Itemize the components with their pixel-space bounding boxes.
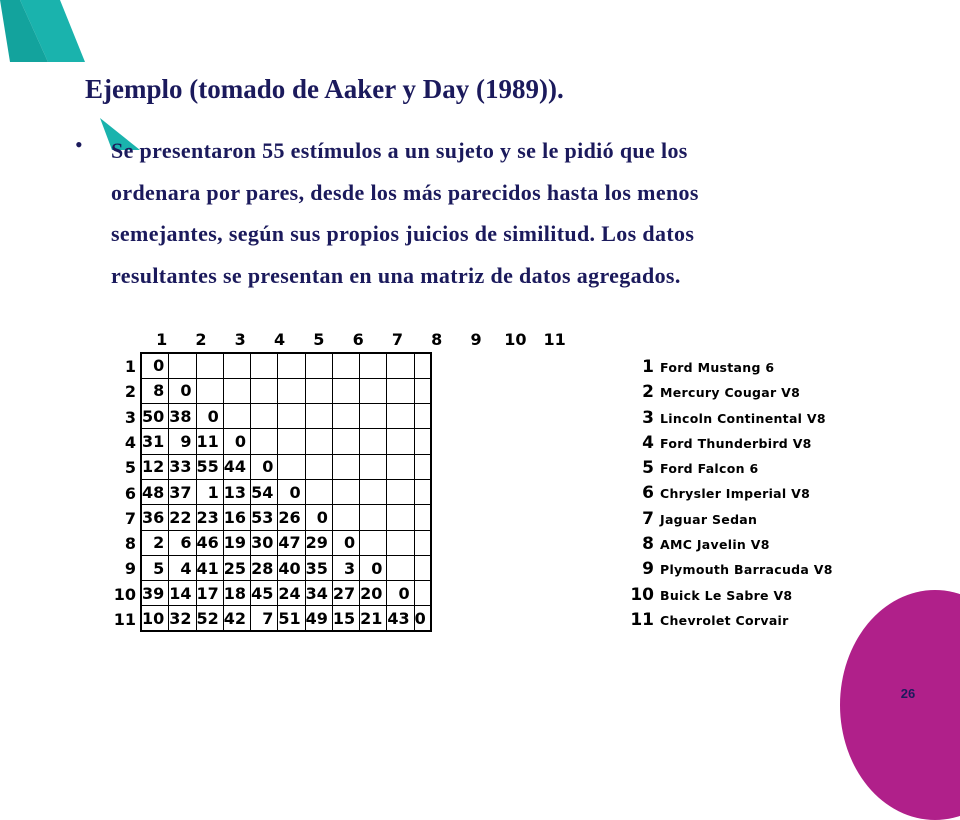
legend-label: AMC Javelin V8 — [660, 537, 770, 553]
matrix-row-header: 7 — [124, 508, 136, 528]
matrix-cell: 16 — [223, 505, 250, 530]
legend-number: 8 — [642, 534, 654, 555]
matrix-column-headers — [140, 330, 574, 352]
matrix-cell: 29 — [305, 530, 332, 555]
matrix-cell: 53 — [251, 505, 278, 530]
matrix-cell: 48 — [141, 479, 169, 504]
legend-item — [628, 456, 858, 481]
matrix-cell: 13 — [223, 479, 250, 504]
matrix-cell: 0 — [305, 505, 332, 530]
matrix-column-header: 4 — [273, 330, 286, 349]
legend-label: Lincoln Continental V8 — [660, 410, 826, 426]
matrix-cell: 20 — [360, 581, 387, 606]
matrix-cell: 0 — [251, 454, 278, 479]
matrix-cell: 26 — [278, 505, 305, 530]
matrix-cell: 51 — [278, 606, 305, 631]
matrix-cell: 0 — [141, 353, 169, 378]
legend-item — [628, 481, 858, 506]
matrix-cell — [251, 378, 278, 403]
legend-item — [628, 583, 858, 608]
matrix-cell — [387, 429, 414, 454]
matrix-row-header: 8 — [124, 534, 136, 554]
matrix-cell — [387, 454, 414, 479]
matrix-row-header: 11 — [113, 610, 136, 629]
matrix-row — [141, 404, 431, 429]
matrix-cell — [278, 404, 305, 429]
matrix-cell: 36 — [141, 505, 169, 530]
matrix-cell — [414, 479, 431, 504]
matrix-cell: 44 — [223, 454, 250, 479]
legend-number: 3 — [642, 407, 654, 428]
matrix-row — [141, 353, 431, 378]
matrix-cell: 37 — [169, 479, 196, 504]
legend-label: Ford Mustang 6 — [660, 360, 775, 375]
legend-item — [628, 406, 858, 431]
matrix-row-header: 6 — [124, 483, 136, 503]
matrix-cell — [305, 479, 332, 504]
matrix-cell: 0 — [223, 429, 250, 454]
matrix-column-header: 8 — [431, 330, 443, 349]
matrix-cell — [305, 404, 332, 429]
matrix-cell — [360, 530, 387, 555]
legend-number: 9 — [642, 559, 654, 580]
legend-number: 2 — [642, 382, 654, 403]
legend-label: Jaguar Sedan — [660, 511, 758, 527]
matrix-cell — [360, 479, 387, 504]
matrix-cell: 39 — [141, 581, 169, 606]
matrix-cell: 40 — [278, 555, 305, 580]
matrix-cell — [223, 353, 250, 378]
matrix-cell — [305, 353, 332, 378]
legend-label: Plymouth Barracuda V8 — [660, 562, 833, 578]
matrix-row — [141, 505, 431, 530]
matrix-cell: 47 — [278, 530, 305, 555]
matrix-cell — [387, 479, 414, 504]
matrix-cell — [387, 404, 414, 429]
matrix-column-header: 7 — [391, 330, 404, 349]
matrix-cell: 23 — [196, 505, 223, 530]
matrix-cell — [414, 581, 431, 606]
matrix-cell: 28 — [251, 555, 278, 580]
matrix-column-header: 1 — [156, 330, 168, 349]
matrix-row — [141, 581, 431, 606]
matrix-column-header: 10 — [504, 330, 527, 349]
matrix-cell: 43 — [387, 606, 414, 631]
matrix-cell — [332, 454, 359, 479]
page-number: 26 — [900, 686, 916, 701]
matrix-cell — [387, 555, 414, 580]
matrix-cell: 0 — [387, 581, 414, 606]
matrix-cell: 31 — [141, 429, 169, 454]
car-legend — [628, 355, 858, 633]
matrix-column-header: 5 — [313, 330, 325, 349]
matrix-column-header: 11 — [543, 330, 566, 349]
matrix-cell: 55 — [196, 454, 223, 479]
matrix-cell: 4 — [169, 555, 196, 580]
legend-item — [628, 355, 858, 380]
matrix-cell — [387, 505, 414, 530]
matrix-cell: 15 — [332, 606, 359, 631]
matrix-cell: 42 — [223, 606, 250, 631]
matrix-cell — [251, 404, 278, 429]
matrix-cell: 0 — [414, 606, 431, 631]
legend-item — [628, 431, 858, 456]
bullet-icon: • — [75, 132, 83, 157]
matrix-cell — [223, 378, 250, 403]
legend-number: 4 — [642, 432, 654, 453]
matrix-column-header: 9 — [470, 330, 482, 349]
matrix-cell — [332, 353, 359, 378]
legend-number: 6 — [642, 483, 654, 504]
matrix-cell: 1 — [196, 479, 223, 504]
matrix-cell: 45 — [251, 581, 278, 606]
matrix-cell: 22 — [169, 505, 196, 530]
matrix-cell — [360, 429, 387, 454]
matrix-cell: 41 — [196, 555, 223, 580]
matrix-cell: 35 — [305, 555, 332, 580]
matrix-cell — [332, 429, 359, 454]
bullet-text: Se presentaron 55 estímulos a un sujeto y se le pidió que los ordenara por pares, desde los más parecidos hasta los menos semejantes, según sus propios juicios de similitud. Los datos resultantes se presentan en una matriz de datos agregados. — [111, 138, 699, 288]
matrix-column-header: 3 — [234, 330, 246, 349]
matrix-column-header: 6 — [352, 330, 364, 349]
matrix-cell — [332, 505, 359, 530]
matrix-row-header: 9 — [124, 559, 136, 579]
matrix-cell — [360, 505, 387, 530]
legend-item — [628, 532, 858, 557]
matrix-cell — [332, 404, 359, 429]
matrix-cell — [414, 530, 431, 555]
matrix-cell — [196, 378, 223, 403]
matrix-cell: 21 — [360, 606, 387, 631]
matrix-cell: 0 — [196, 404, 223, 429]
matrix-cell — [387, 378, 414, 403]
matrix-cell: 12 — [141, 454, 169, 479]
matrix-row — [141, 606, 431, 631]
matrix-cell — [360, 454, 387, 479]
matrix-cell — [414, 353, 431, 378]
legend-number: 5 — [642, 458, 654, 479]
matrix-row-header: 2 — [124, 382, 136, 402]
matrix-row-header: 5 — [124, 458, 136, 478]
matrix-cell — [251, 353, 278, 378]
matrix-cell — [169, 353, 196, 378]
matrix-cell: 14 — [169, 581, 196, 606]
matrix-cell: 34 — [305, 581, 332, 606]
matrix-cell — [305, 454, 332, 479]
matrix-cell — [305, 378, 332, 403]
matrix-cell: 54 — [251, 479, 278, 504]
matrix-cell: 32 — [169, 606, 196, 631]
legend-label: Mercury Cougar V8 — [660, 385, 801, 401]
matrix-cell: 0 — [169, 378, 196, 403]
matrix-cell — [278, 454, 305, 479]
matrix-row — [141, 530, 431, 555]
matrix-cell: 5 — [141, 555, 169, 580]
matrix-cell — [223, 404, 250, 429]
matrix-cell: 17 — [196, 581, 223, 606]
matrix-row — [141, 429, 431, 454]
legend-number: 1 — [642, 357, 654, 377]
matrix-cell — [196, 353, 223, 378]
matrix-cell — [360, 404, 387, 429]
matrix-cell: 8 — [141, 378, 169, 403]
matrix-cell: 9 — [169, 429, 196, 454]
matrix-cell: 24 — [278, 581, 305, 606]
matrix-cell — [414, 429, 431, 454]
matrix-cell: 46 — [196, 530, 223, 555]
matrix-cell: 0 — [278, 479, 305, 504]
legend-number: 11 — [630, 609, 654, 630]
matrix-column-header: 2 — [195, 330, 207, 349]
matrix-row — [141, 378, 431, 403]
matrix-cell — [278, 429, 305, 454]
slide-title: Ejemplo (tomado de Aaker y Day (1989)). — [85, 74, 564, 104]
legend-item — [628, 380, 858, 405]
matrix-cell: 52 — [196, 606, 223, 631]
matrix-cell: 3 — [332, 555, 359, 580]
matrix-cell: 6 — [169, 530, 196, 555]
matrix-row — [141, 454, 431, 479]
matrix-cell — [414, 555, 431, 580]
matrix-cell — [414, 378, 431, 403]
matrix-cell — [360, 353, 387, 378]
legend-item — [628, 608, 858, 633]
matrix-cell: 19 — [223, 530, 250, 555]
legend-label: Ford Thunderbird V8 — [660, 435, 812, 451]
matrix-cell — [305, 429, 332, 454]
matrix-row-header: 10 — [113, 584, 136, 604]
matrix-cell — [278, 378, 305, 403]
matrix-cell: 49 — [305, 606, 332, 631]
matrix-row-header: 3 — [124, 407, 136, 427]
legend-number: 10 — [630, 584, 654, 605]
matrix-cell — [332, 479, 359, 504]
matrix-cell: 50 — [141, 404, 169, 429]
matrix-grid — [140, 352, 432, 632]
matrix-cell: 10 — [141, 606, 169, 631]
matrix-cell: 2 — [141, 530, 169, 555]
legend-label: Chrysler Imperial V8 — [660, 486, 811, 502]
legend-item — [628, 507, 858, 532]
legend-item — [628, 557, 858, 582]
matrix-row — [141, 555, 431, 580]
matrix-cell: 38 — [169, 404, 196, 429]
matrix-cell: 18 — [223, 581, 250, 606]
matrix-cell — [332, 378, 359, 403]
matrix-cell: 33 — [169, 454, 196, 479]
matrix-cell — [387, 530, 414, 555]
matrix-cell: 25 — [223, 555, 250, 580]
matrix-cell: 11 — [196, 429, 223, 454]
matrix-cell — [387, 353, 414, 378]
legend-label: Ford Falcon 6 — [660, 461, 759, 477]
matrix-row-header: 4 — [124, 432, 136, 452]
matrix-cell: 0 — [332, 530, 359, 555]
matrix-cell — [414, 404, 431, 429]
matrix-row-header: 1 — [124, 357, 136, 376]
legend-number: 7 — [642, 508, 654, 529]
matrix-row — [141, 479, 431, 504]
matrix-cell — [414, 505, 431, 530]
matrix-cell: 0 — [360, 555, 387, 580]
magenta-circle-decoration — [840, 590, 960, 820]
matrix-cell — [278, 353, 305, 378]
legend-label: Buick Le Sabre V8 — [660, 587, 793, 603]
matrix-cell — [251, 429, 278, 454]
matrix-cell: 7 — [251, 606, 278, 631]
matrix-cell — [414, 454, 431, 479]
matrix-cell: 27 — [332, 581, 359, 606]
legend-label: Chevrolet Corvair — [660, 612, 789, 628]
matrix-cell: 30 — [251, 530, 278, 555]
matrix-cell — [360, 378, 387, 403]
